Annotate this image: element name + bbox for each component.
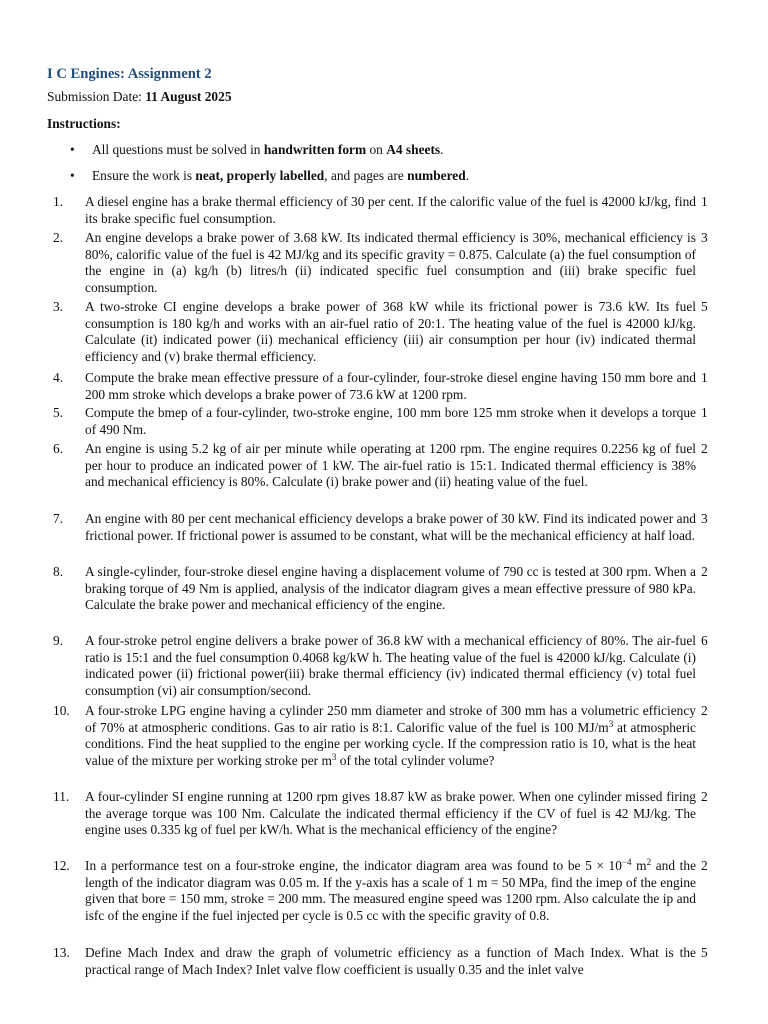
- question-number: 1.: [53, 194, 64, 209]
- question-number: 3.: [53, 299, 64, 314]
- question-number: 8.: [53, 564, 64, 579]
- question-marks: 1: [701, 194, 708, 209]
- submission-label: Submission Date:: [47, 89, 146, 104]
- question-number: 4.: [53, 370, 64, 385]
- question-item: [47, 230, 737, 296]
- question-item: [47, 299, 737, 365]
- question-text: Define Mach Index and draw the graph of volumetric efficiency as a function of Mach Index. What is the practical range of Mach Index? Inlet valve flow coefficient is usually 0.35 and the inlet valve: [85, 945, 696, 977]
- question-text: A two-stroke CI engine develops a brake power of 368 kW while its frictional power is 73.6 kW. Its fuel consumption is 180 kg/h and works with an air-fuel ratio of 20:1. The heating value of the fuel is 42000 kJ/kg. Calculate (it) indicated power (ii) mechanical efficiency (iii) air consumption per hour (iv) indicated thermal efficiency and (v) brake thermal efficiency.: [85, 299, 696, 364]
- question-item: [47, 564, 737, 614]
- question-item: [47, 858, 737, 924]
- question-marks: 3: [701, 230, 708, 245]
- question-marks: 2: [701, 441, 708, 456]
- question-number: 9.: [53, 633, 64, 648]
- question-marks: 6: [701, 633, 708, 648]
- question-item: [47, 703, 737, 769]
- question-marks: 5: [701, 299, 708, 314]
- question-number: 7.: [53, 511, 64, 526]
- question-number: 5.: [53, 405, 64, 420]
- question-number: 6.: [53, 441, 64, 456]
- submission-date: 11 August 2025: [145, 89, 232, 104]
- superscript: 3: [608, 718, 614, 729]
- question-marks: 5: [701, 945, 708, 960]
- question-item: [47, 441, 737, 491]
- question-item: [47, 945, 737, 978]
- question-number: 12.: [53, 858, 70, 873]
- bullet-marker: •: [70, 168, 75, 183]
- question-item: [47, 370, 737, 403]
- superscript: −4: [621, 857, 632, 867]
- assignment-title: I C Engines: Assignment 2: [47, 66, 212, 82]
- question-text: In a performance test on a four-stroke engine, the indicator diagram area was found to be $5 \times 10^{-4}$ $m^2$ and the length of the indicator diagram was 0.05 m. If the y-axis has a scale of 1 m = 50 MPa, find the imep of the engine given that bore = 150 mm, stroke = 200 mm. The measured engine speed was 1200 rpm. Also calculate the ip and isfc of the engine if the fuel injected per cycle is 0.5 cc with the specific gravity of 0.8.: [85, 857, 697, 923]
- question-item: [47, 405, 737, 438]
- question-marks: 2: [701, 703, 708, 718]
- question-text: An engine develops a brake power of 3.68 kW. Its indicated thermal efficiency is 30%, mechanical efficiency is 80%, calorific value of the fuel is 42 MJ/kg and its specific gravity = 0.875. Calculate (a) the fuel consumption of the engine in (a) kg/h (b) litres/h (ii) indicated specific fuel consumption and (iii) brake specific fuel consumption.: [85, 230, 696, 295]
- question-text: An engine with 80 per cent mechanical efficiency develops a brake power of 30 kW. Find its indicated power and frictional power. If frictional power is assumed to be constant, what will be the mechanical efficiency at half load.: [85, 511, 696, 543]
- question-marks: 2: [701, 858, 708, 873]
- superscript: 3: [331, 751, 337, 762]
- question-marks: 1: [701, 405, 708, 420]
- question-number: 11.: [53, 789, 70, 804]
- bullet-marker: •: [70, 142, 75, 157]
- instructions-heading: Instructions:: [47, 116, 121, 131]
- question-text: A four-stroke petrol engine delivers a brake power of 36.8 kW with a mechanical efficiency of 80%. The air-fuel ratio is 15:1 and the fuel consumption 0.4068 kg/kW h. The heating value of the fuel is 42000 kJ/kg. Calculate (i) indicated power (ii) frictional power(iii) brake thermal efficiency (iv) indicated thermal efficiency (v) total fuel consumption (vi) air consumption/second.: [85, 633, 696, 698]
- question-number: 13.: [53, 945, 70, 960]
- instruction-text: Ensure the work is neat, properly labelled, and pages are numbered.: [92, 168, 470, 183]
- question-marks: 2: [701, 564, 708, 579]
- question-item: [47, 511, 737, 544]
- superscript: 2: [646, 857, 652, 867]
- question-number: 10.: [53, 703, 70, 718]
- question-marks: 2: [701, 789, 708, 804]
- question-item: [47, 194, 737, 227]
- question-number: 2.: [53, 230, 64, 245]
- question-item: [47, 789, 737, 839]
- question-text: A single-cylinder, four-stroke diesel engine having a displacement volume of 790 cc is tested at 300 rpm. When a braking torque of 49 Nm is applied, analysis of the indicator diagram gives a mean effective pressure of 980 kPa. Calculate the brake power and mechanical efficiency of the engine.: [85, 564, 696, 613]
- question-text: An engine is using 5.2 kg of air per minute while operating at 1200 rpm. The engine requires 0.2256 kg of fuel per hour to produce an indicated power of 1 kW. The air-fuel ratio is 15:1. Indicated thermal efficiency is 38% and mechanical efficiency is 80%. Calculate (i) brake power and (ii) heating value of the fuel.: [85, 441, 696, 490]
- question-text: Compute the brake mean effective pressure of a four-cylinder, four-stroke diesel engine having 150 mm bore and 200 mm stroke which develops a brake power of 73.6 kW at 1200 rpm.: [85, 370, 696, 402]
- question-text: A four-cylinder SI engine running at 1200 rpm gives 18.87 kW as brake power. When one cylinder missed firing the average torque was 100 Nm. Calculate the indicated thermal efficiency if the CV of fuel is 42 MJ/kg. The engine uses 0.335 kg of fuel per kW/h. What is the mechanical efficiency of the engine?: [85, 789, 696, 838]
- question-marks: 3: [701, 511, 708, 526]
- question-text: A diesel engine has a brake thermal efficiency of 30 per cent. If the calorific value of the fuel is 42000 kJ/kg, find its brake specific fuel consumption.: [85, 194, 696, 226]
- question-item: [47, 633, 737, 699]
- submission-date-line: [47, 89, 232, 106]
- question-text: A four-stroke LPG engine having a cylinder 250 mm diameter and stroke of 300 mm has a volumetric efficiency of 70% at atmospheric conditions. Gas to air ratio is 8:1. Calorific value of the fuel is 100 $MJ/m^3$ at atmospheric conditions. Find the heat supplied to the engine per working cycle. If the compression ratio is 10, what is the heat value of the mixture per working stroke per $m^3$ of the total cylinder volume?: [85, 703, 696, 768]
- question-text: Compute the bmep of a four-cylinder, two-stroke engine, 100 mm bore 125 mm stroke when it develops a torque of 490 Nm.: [85, 405, 696, 437]
- question-marks: 1: [701, 370, 708, 385]
- instruction-text: All questions must be solved in handwritten form on A4 sheets.: [92, 142, 444, 157]
